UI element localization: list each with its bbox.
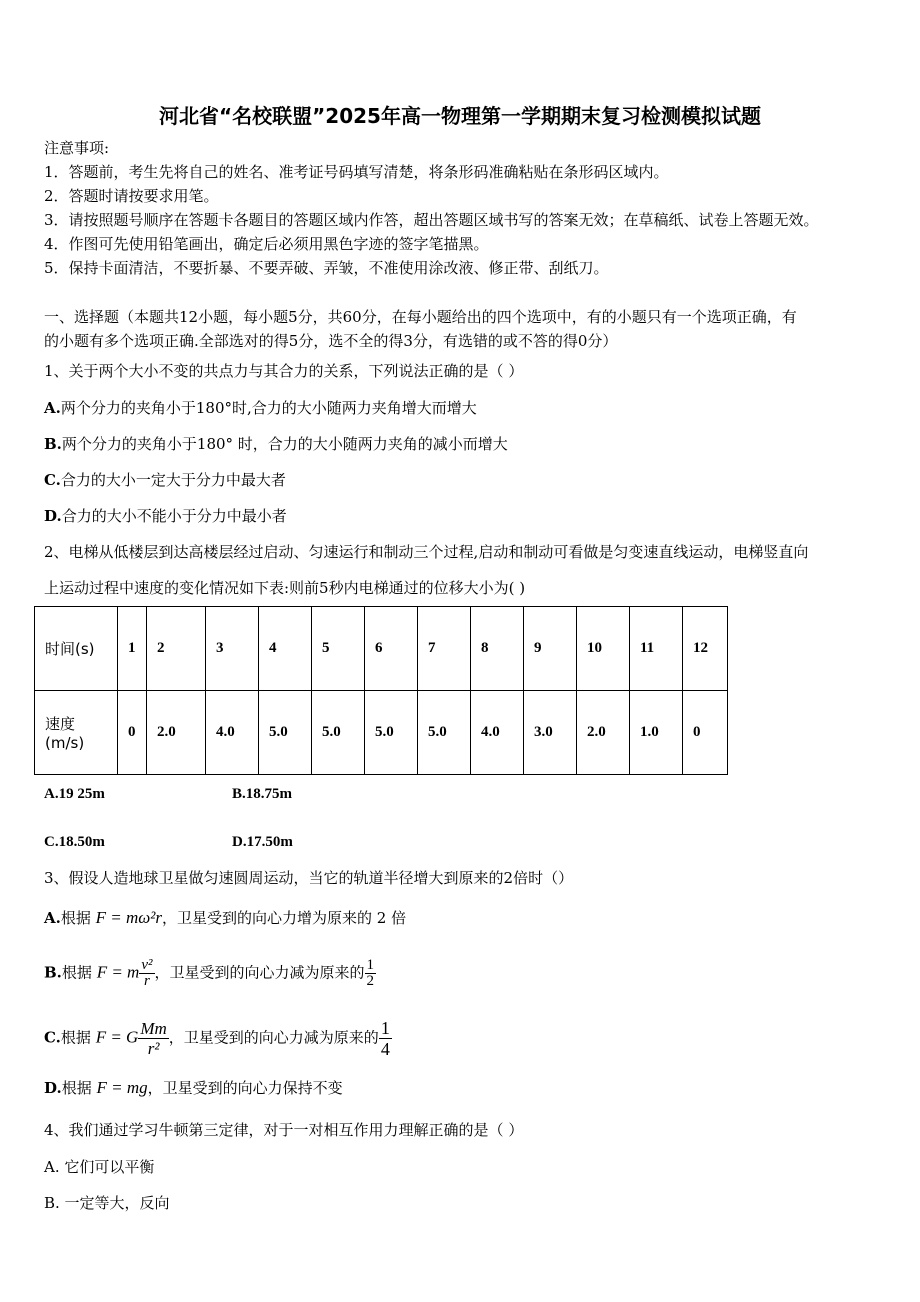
time-cell: 1 xyxy=(118,607,147,691)
speed-cell: 0 xyxy=(118,691,147,775)
formula: F = mω²r xyxy=(95,908,163,927)
q3-option-a: A.根据 F = mω²r，卫星受到的向心力增为原来的 2 倍 xyxy=(44,908,407,927)
time-cell: 11 xyxy=(630,607,683,691)
q2-option-c: C.18.50m xyxy=(44,834,105,850)
q3-stem: 3、假设人造地球卫星做匀速圆周运动，当它的轨道半径增大到原来的2倍时（） xyxy=(44,869,574,887)
speed-cell: 4.0 xyxy=(206,691,259,775)
section-heading-cont: 的小题有多个选项正确.全部选对的得5分，选不全的得3分，有选错的或不答的得0分） xyxy=(44,332,618,350)
time-cell: 12 xyxy=(683,607,728,691)
q3-option-b: B.根据 F = m $\frac{\text{v²}}{r}$ ，卫星受到的向心力减为原来的 $\frac{1}{2}$ xyxy=(44,957,375,989)
table-row xyxy=(35,691,728,775)
speed-cell: 2.0 xyxy=(147,691,206,775)
time-cell: 2 xyxy=(147,607,206,691)
time-cell: 6 xyxy=(365,607,418,691)
q4-option-b: B. 一定等大，反向 xyxy=(44,1194,170,1212)
q3-option-c: C.根据 F = G $\frac{Mm}{\text{r²}}$ ，卫星受到的向心力减为原来的 $\frac{1}{4}$ xyxy=(44,1018,390,1059)
q4-stem: 4、我们通过学习牛顿第三定律，对于一对相互作用力理解正确的是（ ） xyxy=(44,1121,524,1139)
speed-header: 速度 (m/s) xyxy=(35,691,118,775)
q1-option-a: A.两个分力的夹角小于180°时,合力的大小随两力夹角增大而增大 xyxy=(44,399,477,417)
notice-item: 5．保持卡面清洁，不要折暴、不要弄破、弄皱，不准使用涂改液、修正带、刮纸刀。 xyxy=(44,259,609,277)
q2-option-d: D.17.50m xyxy=(232,834,293,850)
speed-cell: 5.0 xyxy=(259,691,312,775)
speed-cell: 2.0 xyxy=(577,691,630,775)
speed-cell: 1.0 xyxy=(630,691,683,775)
speed-cell: 5.0 xyxy=(312,691,365,775)
q2-stem: 2、电梯从低楼层到达高楼层经过启动、匀速运行和制动三个过程,启动和制动可看做是匀变速直线运动，电梯竖直向 xyxy=(44,543,809,561)
time-cell: 9 xyxy=(524,607,577,691)
velocity-table xyxy=(34,606,728,775)
speed-cell: 4.0 xyxy=(471,691,524,775)
time-header: 时间(s) xyxy=(35,607,118,691)
time-cell: 3 xyxy=(206,607,259,691)
notice-item: 1．答题前，考生先将自己的姓名、准考证号码填写清楚，将条形码准确粘贴在条形码区域内。 xyxy=(44,163,669,181)
q2-option-a: A.19 25m xyxy=(44,786,105,802)
speed-cell: 0 xyxy=(683,691,728,775)
q1-option-c: C.合力的大小一定大于分力中最大者 xyxy=(44,471,286,489)
notice-item: 3．请按照题号顺序在答题卡各题目的答题区域内作答，超出答题区域书写的答案无效；在草稿纸、试卷上答题无效。 xyxy=(44,211,819,229)
q4-option-a: A. 它们可以平衡 xyxy=(44,1158,155,1176)
page-title: 河北省“名校联盟”2025年高一物理第一学期期末复习检测模拟试题 xyxy=(159,104,761,128)
speed-cell: 5.0 xyxy=(365,691,418,775)
time-cell: 4 xyxy=(259,607,312,691)
notice-item: 2．答题时请按要求用笔。 xyxy=(44,187,219,205)
formula-fraction: $\frac{\text{v²}}{r}$ xyxy=(141,957,153,989)
table-row xyxy=(35,607,728,691)
time-cell: 5 xyxy=(312,607,365,691)
notice-heading: 注意事项: xyxy=(44,139,110,157)
q1-option-b: B.两个分力的夹角小于180° 时，合力的大小随两力夹角的减小而增大 xyxy=(44,435,508,453)
q2-stem-cont: 上运动过程中速度的变化情况如下表:则前5秒内电梯通过的位移大小为( ) xyxy=(44,579,526,597)
q2-option-b: B.18.75m xyxy=(232,786,293,802)
time-cell: 10 xyxy=(577,607,630,691)
notice-item: 4．作图可先使用铅笔画出，确定后必须用黑色字迹的签字笔描黑。 xyxy=(44,235,489,253)
section-heading: 一、选择题（本题共12小题，每小题5分，共60分，在每小题给出的四个选项中，有的小题只有一个选项正确，有 xyxy=(44,308,797,326)
q1-option-d: D.合力的大小不能小于分力中最小者 xyxy=(44,507,287,525)
speed-cell: 3.0 xyxy=(524,691,577,775)
time-cell: 8 xyxy=(471,607,524,691)
time-cell: 7 xyxy=(418,607,471,691)
q1-stem: 1、关于两个大小不变的共点力与其合力的关系，下列说法正确的是（ ） xyxy=(44,362,524,380)
speed-cell: 5.0 xyxy=(418,691,471,775)
q3-option-d: D.根据 F = mg，卫星受到的向心力保持不变 xyxy=(44,1078,343,1097)
